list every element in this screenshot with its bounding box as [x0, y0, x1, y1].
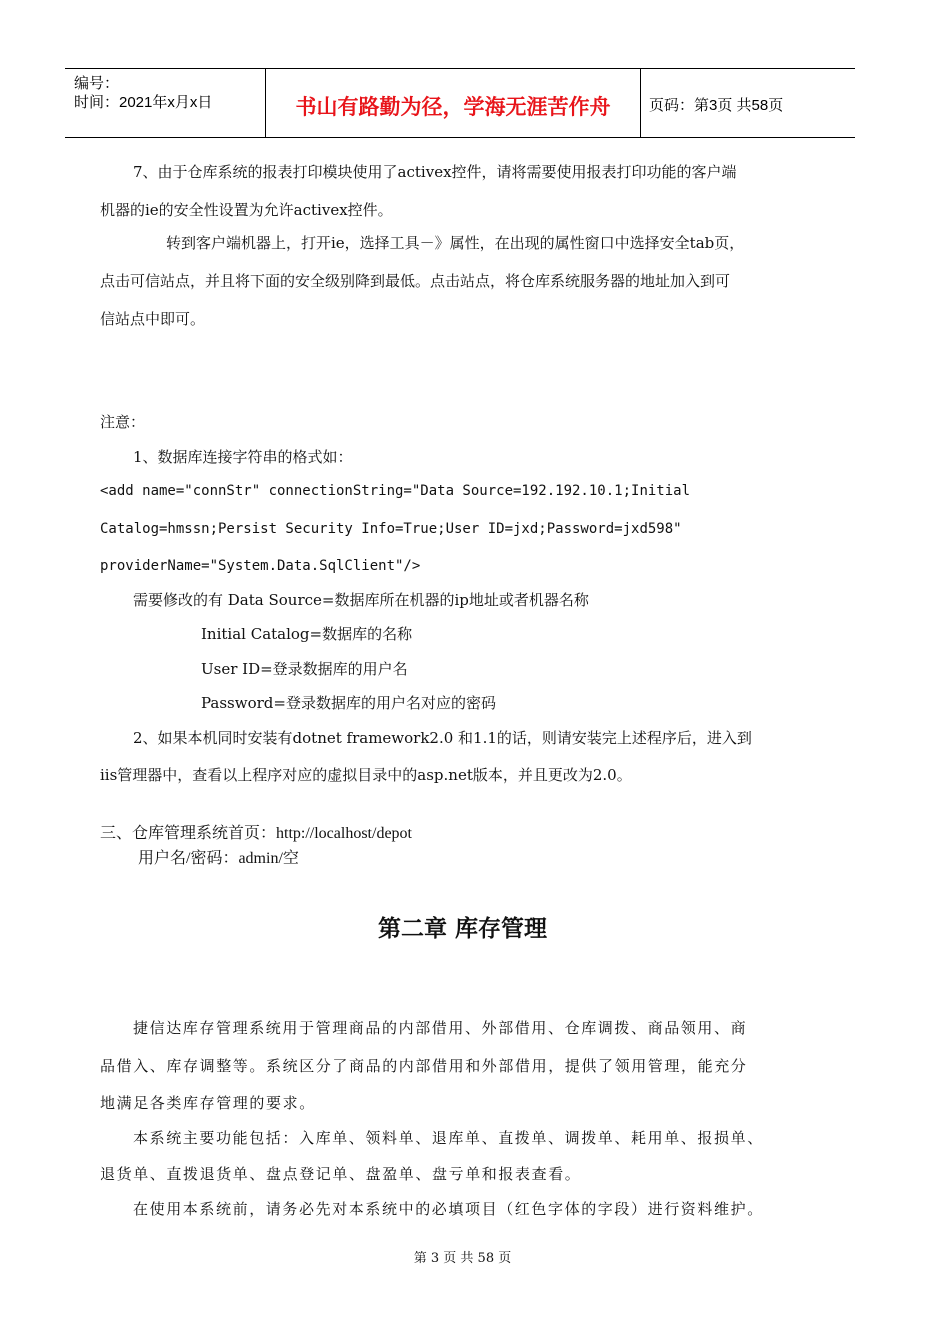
header-time: 时间：2021年x月x日 [74, 94, 213, 111]
intro-line3: 地满足各类库存管理的要求。 [100, 1094, 316, 1112]
func-line2: 退货单、直拨退货单、盘点登记单、盘盈单、盘亏单和报表查看。 [100, 1165, 582, 1183]
note1-title: 1、数据库连接字符串的格式如： [133, 448, 353, 466]
header-number: 编号： [74, 75, 120, 92]
header-page-info: 页码：第3页 共58页 [649, 97, 784, 114]
page-header [65, 68, 855, 138]
header-page-cell [640, 69, 855, 137]
modify-line: 需要修改的有 Data Source=数据库所在机器的ip地址或者机器名称 [133, 591, 589, 609]
user-id-line: User ID=登录数据库的用户名 [201, 660, 408, 678]
func-line1: 本系统主要功能包括：入库单、领料单、退库单、直拨单、调拨单、耗用单、报损单、 [133, 1129, 764, 1147]
intro-line2: 品借入、库存调整等。系统区分了商品的内部借用和外部借用，提供了领用管理，能充分 [100, 1057, 748, 1075]
chapter-title: 第二章 库存管理 [377, 916, 547, 942]
para-ie-line1: 转到客户端机器上，打开ie，选择工具－》属性，在出现的属性窗口中选择安全tab页， [166, 234, 745, 252]
header-motto: 书山有路勤为径，学海无涯苦作舟 [295, 95, 611, 119]
para-ie-line2: 点击可信站点，并且将下面的安全级别降到最低。点击站点，将仓库系统服务器的地址加入到可 [100, 272, 731, 290]
maintain-line: 在使用本系统前，请务必先对本系统中的必填项目（红色字体的字段）进行资料维护。 [133, 1200, 764, 1218]
code-line1: <add name="connStr" connectionString="Data Source=192.192.10.1;Initial [100, 483, 691, 499]
note-title: 注意： [100, 413, 146, 431]
page-footer: 第 3 页 共 58 页 [413, 1251, 512, 1266]
code-line3: providerName="System.Data.SqlClient"/> [100, 558, 421, 574]
code-line2: Catalog=hmssn;Persist Security Info=True;User ID=jxd;Password=jxd598" [100, 521, 682, 537]
para7-line1: 7、由于仓库系统的报表打印模块使用了activex控件，请将需要使用报表打印功能的客户端 [133, 163, 737, 181]
header-meta-cell [65, 69, 265, 137]
intro-line1: 捷信达库存管理系统用于管理商品的内部借用、外部借用、仓库调拨、商品领用、商 [133, 1019, 748, 1037]
credentials-line: 用户名/密码：admin/空 [138, 850, 299, 867]
password-line: Password=登录数据库的用户名对应的密码 [201, 694, 496, 712]
note2-line1: 2、如果本机同时安装有dotnet framework2.0 和1.1的话，则请安装完上述程序后，进入到 [133, 729, 752, 747]
note2-line2: iis管理器中，查看以上程序对应的虚拟目录中的asp.net版本，并且更改为2.0。 [100, 766, 632, 784]
initial-catalog-line: Initial Catalog=数据库的名称 [201, 625, 413, 643]
header-motto-cell [265, 69, 641, 137]
para7-line2: 机器的ie的安全性设置为允许activex控件。 [100, 201, 393, 219]
homepage-line: 三、仓库管理系统首页：http://localhost/depot [100, 825, 412, 842]
para-ie-line3: 信站点中即可。 [100, 310, 206, 328]
